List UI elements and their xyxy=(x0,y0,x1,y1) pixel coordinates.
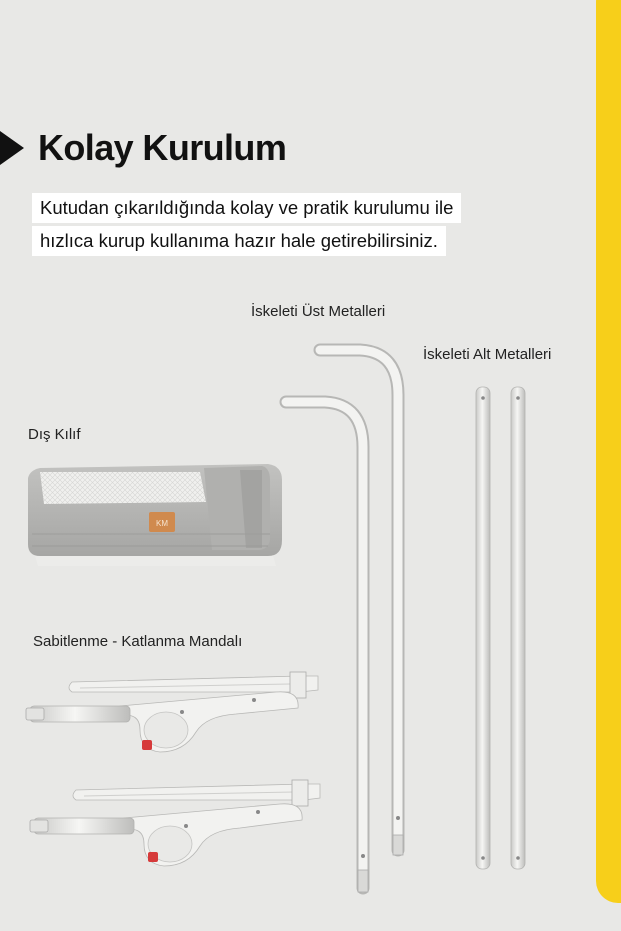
outer-cover-fabric xyxy=(28,464,282,566)
lower-metal-tube-2 xyxy=(511,387,525,869)
description-line-2: hızlıca kurup kullanıma hazır hale getirebilirsiniz. xyxy=(32,226,446,256)
description-line-1: Kutudan çıkarıldığında kolay ve pratik kurulumu ile xyxy=(32,193,461,223)
latch-mechanism-1 xyxy=(26,672,318,752)
lower-metal-tube-1 xyxy=(476,387,490,869)
latch-mechanism-2 xyxy=(30,780,320,866)
label-upper-metals: İskeleti Üst Metalleri xyxy=(251,303,386,320)
page-title: Kolay Kurulum xyxy=(38,127,287,168)
label-lower-metals: İskeleti Alt Metalleri xyxy=(423,346,552,363)
product-tag: KM xyxy=(156,519,168,528)
label-latch: Sabitlenme - Katlanma Mandalı xyxy=(33,633,243,650)
label-outer-cover: Dış Kılıf xyxy=(28,426,81,443)
